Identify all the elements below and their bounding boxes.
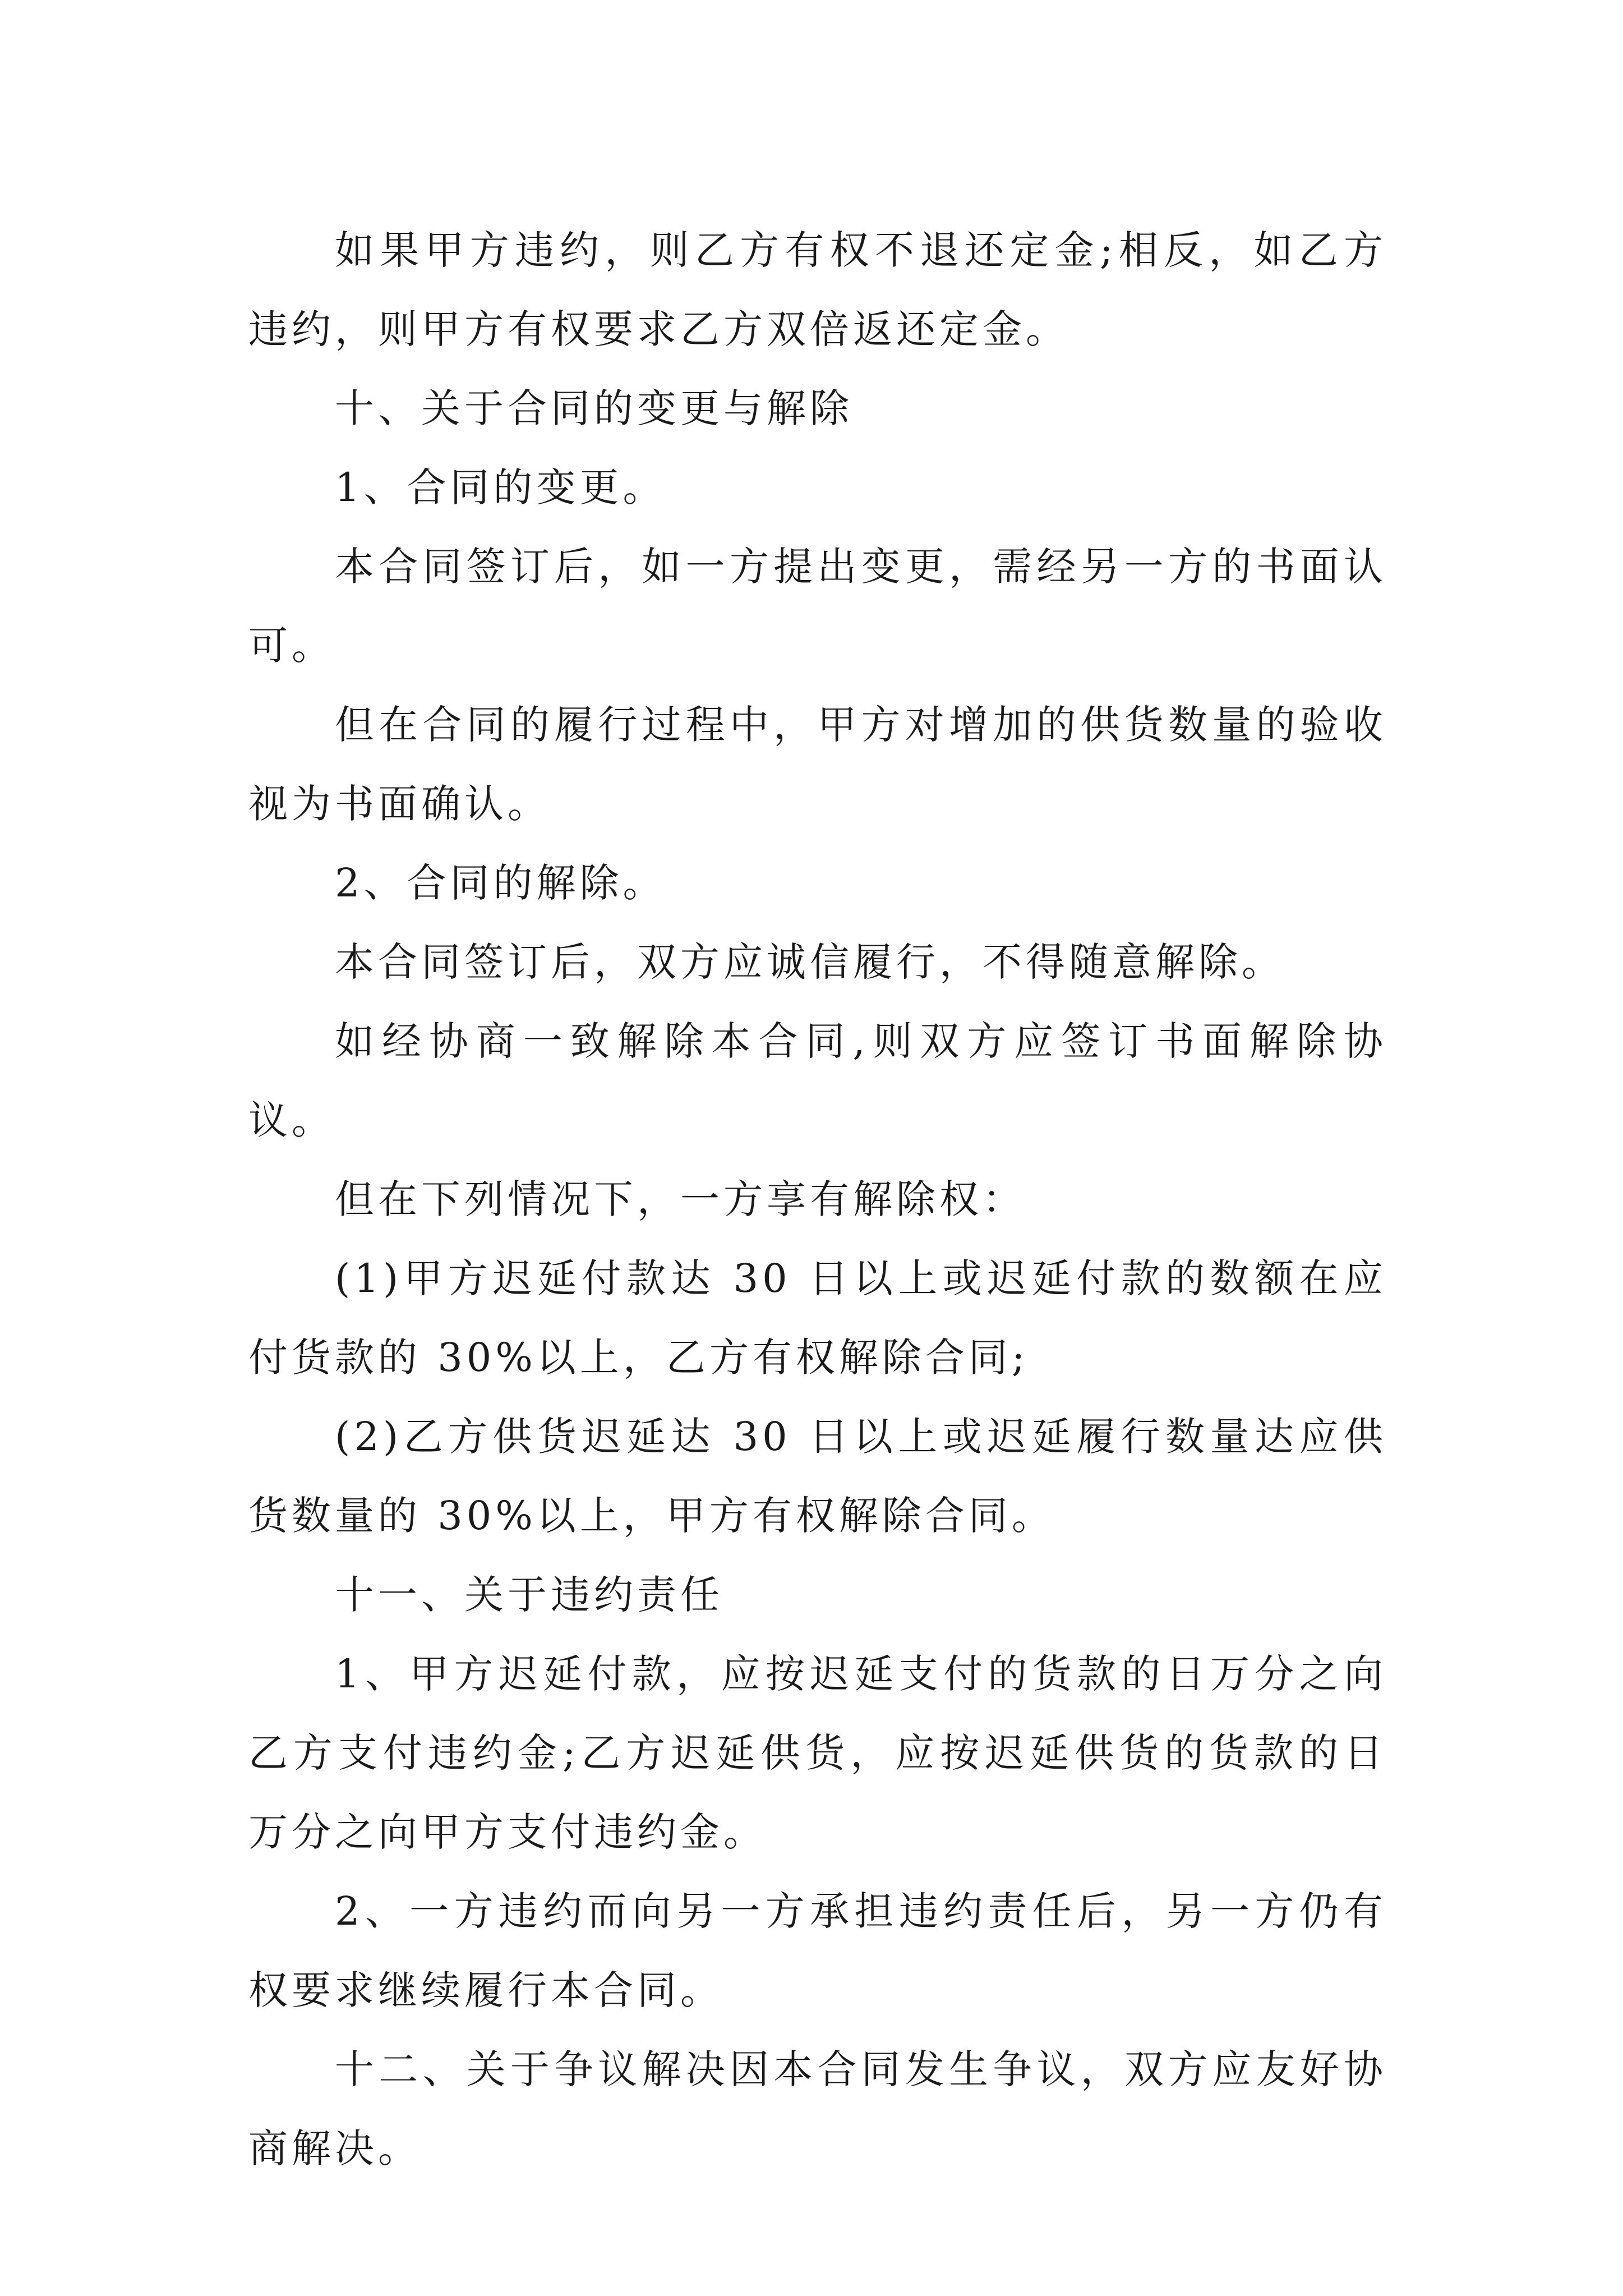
heading-section-11: 十一、关于违约责任 [335,1572,723,1618]
paragraph-change-acceptance: 但在合同的履行过程中，甲方对增加的供货数量的验收视为书面确认。 [248,702,1387,827]
subheading-contract-termination: 2、合同的解除。 [335,860,666,906]
paragraph-liability-1: 1、甲方迟延付款，应按迟延支付的货款的日万分之向乙方支付违约金;乙方迟延供货，应按迟延供货的货款的日万分之向甲方支付违约金。 [248,1651,1387,1855]
subheading-contract-change: 1、合同的变更。 [335,464,666,510]
paragraph-liability-2: 2、一方违约而向另一方承担违约责任后，另一方仍有权要求继续履行本合同。 [248,1888,1387,2013]
paragraph-change-approval: 本合同签订后，如一方提出变更，需经另一方的书面认可。 [248,544,1387,669]
paragraph-termination-good-faith: 本合同签订后，双方应诚信履行，不得随意解除。 [335,939,1285,985]
list-item-termination-2: (2)乙方供货迟延达 30 日以上或迟延履行数量达应供货数量的 30%以上，甲方有权解除合同。 [248,1414,1387,1539]
list-item-termination-1: (1)甲方迟延付款达 30 日以上或迟延付款的数额在应付货款的 30%以上，乙方有权解除合同; [248,1255,1387,1381]
paragraph-section-12-dispute: 十二、关于争议解决因本合同发生争议，双方应友好协商解决。 [248,2046,1387,2171]
paragraph-termination-rights: 但在下列情况下，一方享有解除权： [335,1176,1026,1222]
paragraph-termination-agreement: 如经协商一致解除本合同,则双方应签订书面解除协议。 [248,1018,1387,1143]
heading-section-10: 十、关于合同的变更与解除 [335,385,853,431]
document-body [248,211,1387,2188]
paragraph-deposit-breach: 如果甲方违约，则乙方有权不退还定金;相反，如乙方违约，则甲方有权要求乙方双倍返还定金。 [248,227,1387,352]
